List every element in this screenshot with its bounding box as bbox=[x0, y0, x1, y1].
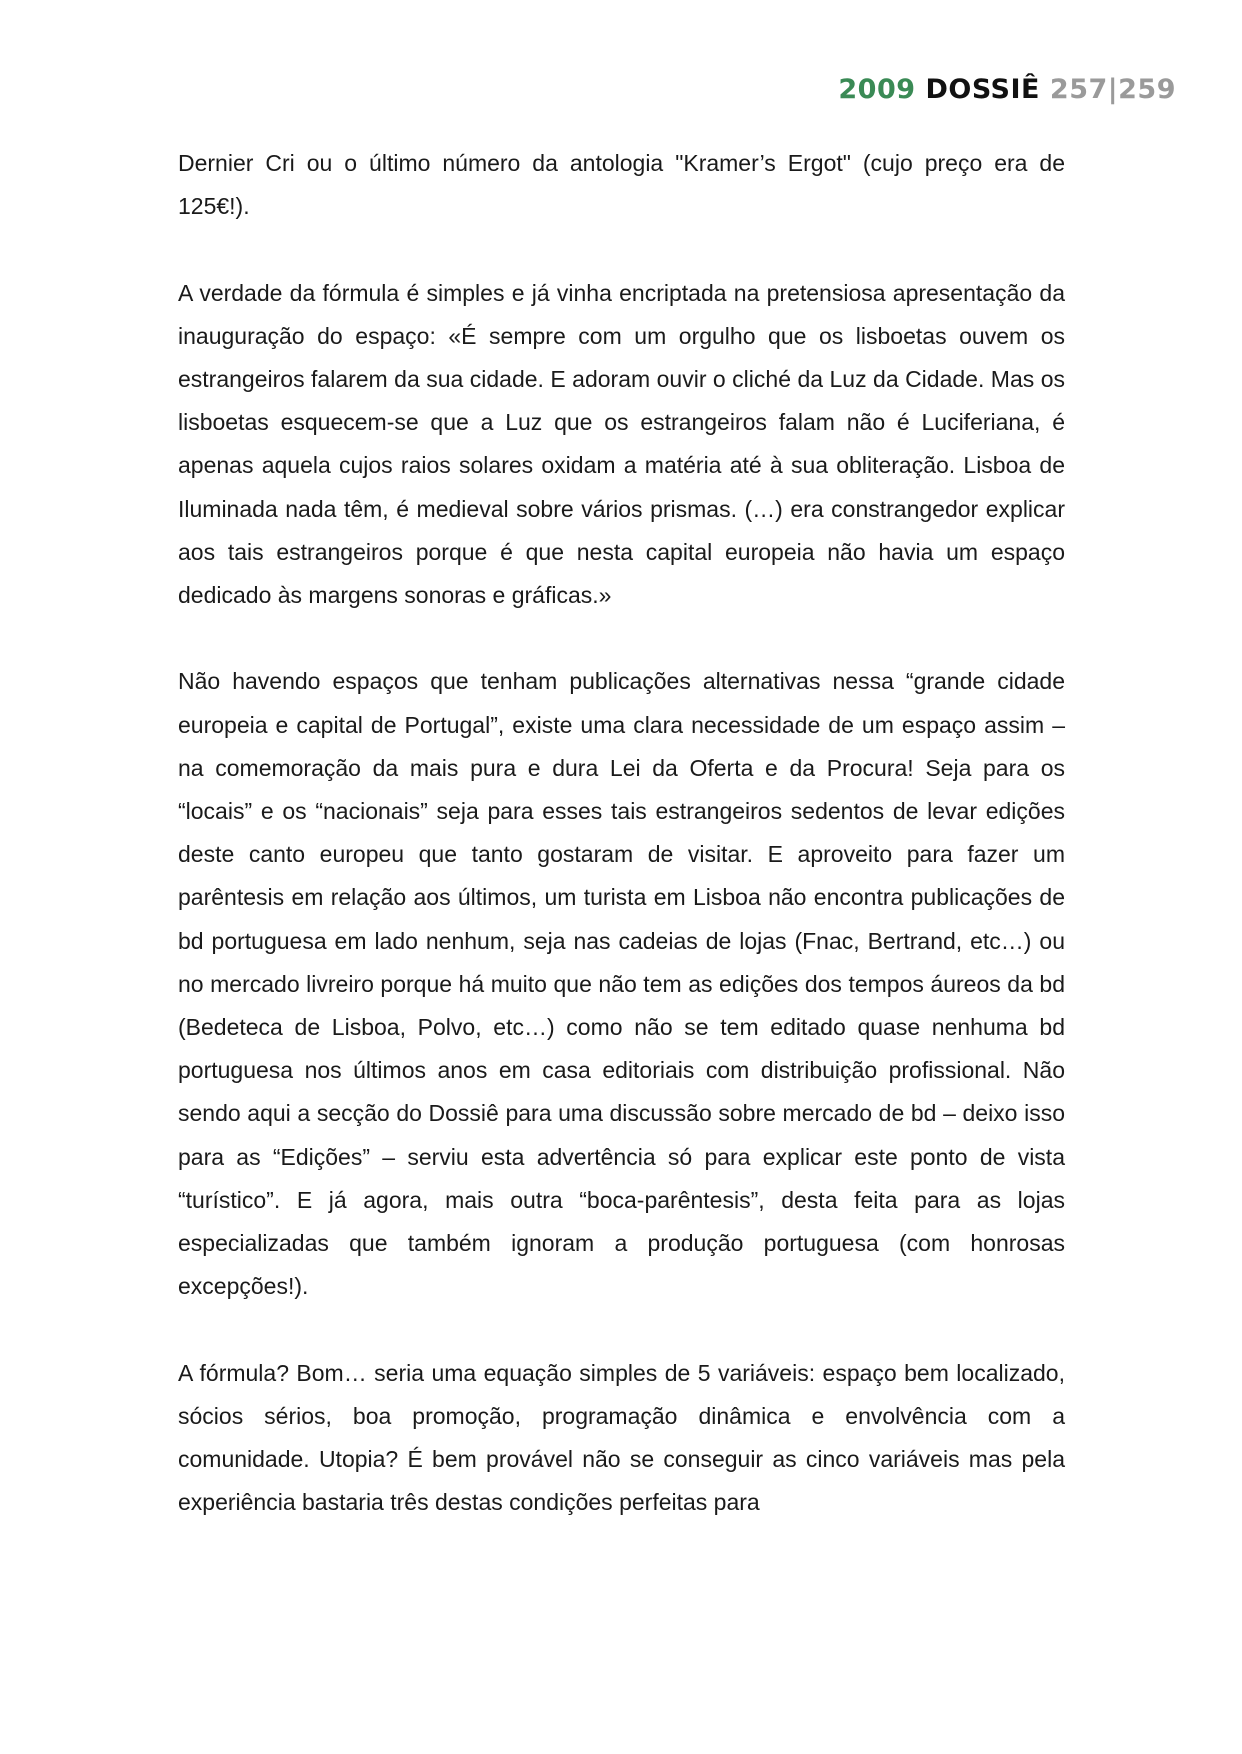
paragraph: A fórmula? Bom… seria uma equação simples de 5 variáveis: espaço bem localizado, sócios sérios, boa promoção, programação dinâmica e envolvência com a comunidade. Utopia? É bem provável não se conseguir as cinco variáveis mas pela experiência bastaria três destas condições perfeitas para bbox=[178, 1359, 1065, 1516]
header-page-numbers: 257|259 bbox=[1049, 74, 1176, 105]
header-title: DOSSIÊ bbox=[925, 74, 1040, 105]
page-header bbox=[838, 74, 1176, 105]
paragraph: Não havendo espaços que tenham publicações alternativas nessa “grande cidade europeia e capital de Portugal”, existe uma clara necessidade de um espaço assim – na comemoração da mais pura e dura Lei da Oferta e da Procura! Seja para os “locais” e os “nacionais” seja para esses tais estrangeiros sedentos de levar edições deste canto europeu que tanto gostaram de visitar. E aproveito para fazer um parêntesis em relação aos últimos, um turista em Lisboa não encontra publicações de bd portuguesa em lado nenhum, seja nas cadeias de lojas (Fnac, Bertrand, etc…) ou no mercado livreiro porque há muito que não tem as edições dos tempos áureos da bd (Bedeteca de Lisboa, Polvo, etc…) como não se tem editado quase nenhuma bd portuguesa nos últimos anos em casa editoriais com distribuição profissional. Não sendo aqui a secção do Dossiê para uma discussão sobre mercado de bd – deixo isso para as “Edições” – serviu esta advertência só para explicar este ponto de vista “turístico”. E já agora, mais outra “boca-parêntesis”, desta feita para as lojas especializadas que também ignoram a produção portuguesa (com honrosas excepções!). bbox=[178, 668, 1065, 1300]
paragraph: Dernier Cri ou o último número da antologia "Kramer’s Ergot" (cujo preço era de 125€!). bbox=[178, 150, 1065, 220]
header-year: 2009 bbox=[838, 74, 916, 105]
paragraph: A verdade da fórmula é simples e já vinha encriptada na pretensiosa apresentação da inauguração do espaço: «É sempre com um orgulho que os lisboetas ouvem os estrangeiros falarem da sua cidade. E adoram ouvir o cliché da Luz da Cidade. Mas os lisboetas esquecem-se que a Luz que os estrangeiros falam não é Luciferiana, é apenas aquela cujos raios solares oxidam a matéria até à sua obliteração. Lisboa de Iluminada nada têm, é medieval sobre vários prismas. (…) era constrangedor explicar aos tais estrangeiros porque é que nesta capital europeia não havia um espaço dedicado às margens sonoras e gráficas.» bbox=[178, 279, 1065, 609]
article-body bbox=[178, 142, 1065, 1524]
